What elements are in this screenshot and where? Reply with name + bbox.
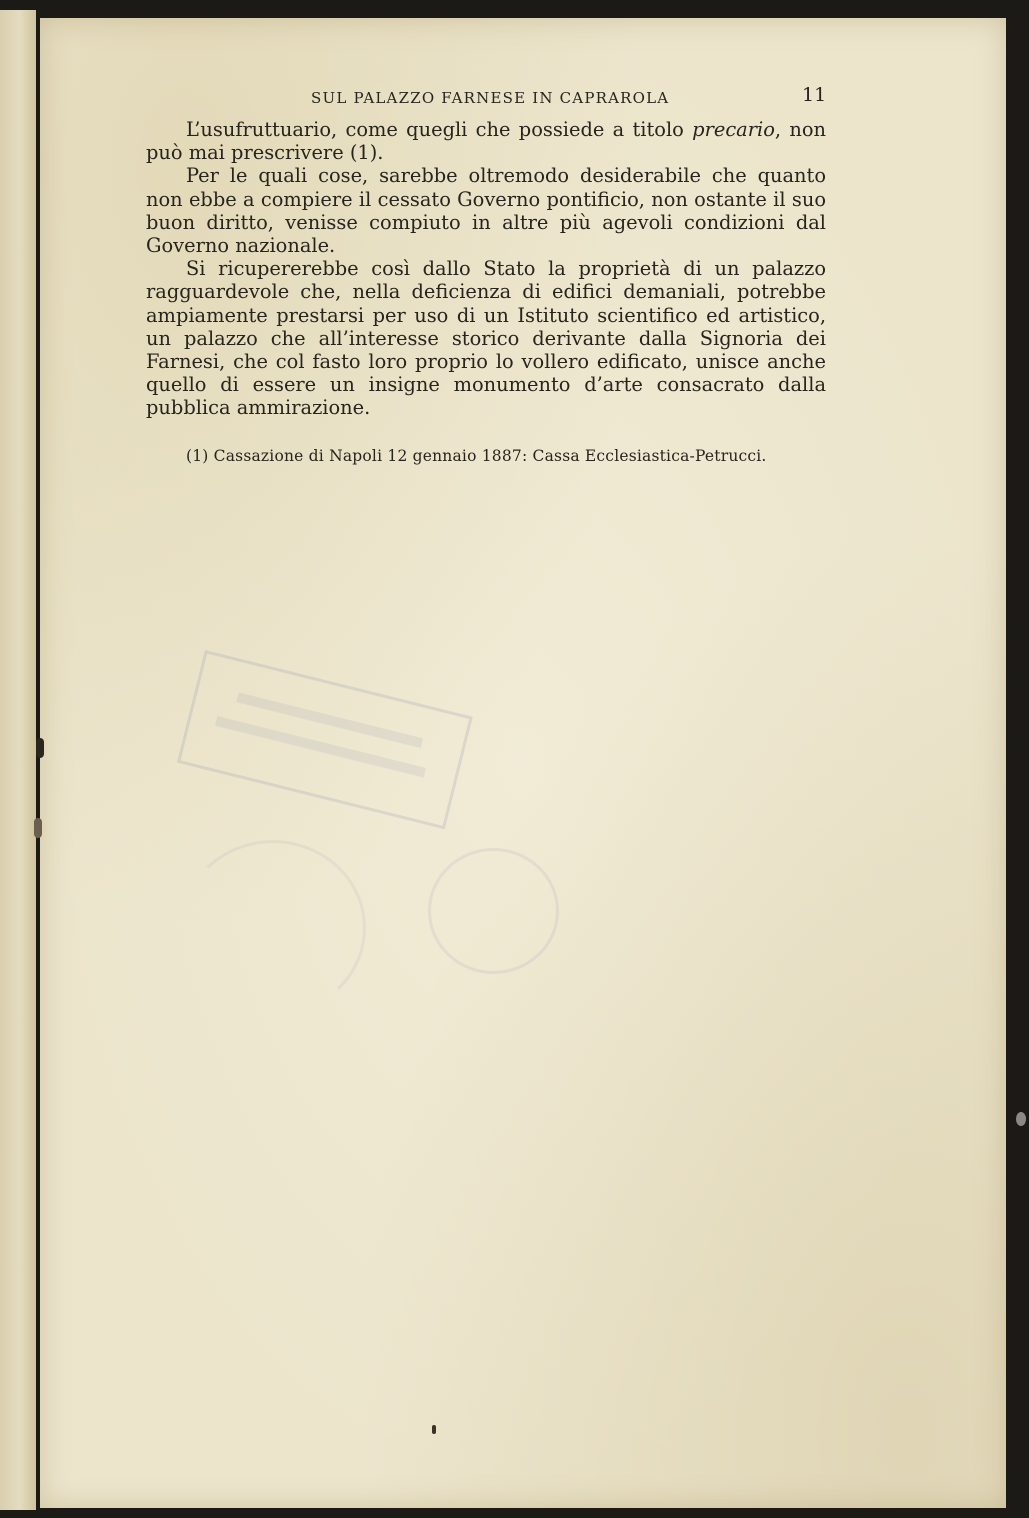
binding-mark — [34, 818, 42, 838]
running-head: SUL PALAZZO FARNESE IN CAPRAROLA — [311, 89, 670, 107]
paragraph-1-before: L’usufruttuario, come quegli che possiede a titolo — [186, 118, 693, 141]
stamp-line — [236, 692, 423, 748]
body-text — [146, 118, 826, 420]
paragraph-1-italic: precario — [692, 118, 775, 141]
binding-mark — [36, 738, 44, 758]
paragraph-1-after: , non può mai prescrivere (1). — [146, 118, 827, 165]
library-stamp-faint — [180, 840, 366, 1016]
page-number: 11 — [802, 84, 827, 106]
footnote: (1) Cassazione di Napoli 12 gennaio 1887: Cassa Ecclesiastica-Petrucci. — [186, 447, 767, 465]
previous-page-edge — [0, 10, 36, 1510]
paragraph-2: Per le quali cose, sarebbe oltremodo desiderabile che quanto non ebbe a compiere il cessato Governo pontificio, non ostante il suo buon diritto, venisse compiuto in altre più agevoli condizioni dal Governo nazionale. — [146, 164, 826, 258]
scanner-marker — [1016, 1112, 1026, 1126]
paragraph-3: Si ricupererebbe così dallo Stato la proprietà di un palazzo ragguardevole che, nella deficienza di edifici demaniali, potrebbe ampiamente prestarsi per uso di un Istituto scientifico ed artistico, un palazzo che all’interesse storico derivante dalla Signoria dei Farnesi, che col fasto loro proprio lo vollero edificato, unisce anche quello di essere un insigne monumento d’arte consacrato dalla pubblica ammirazione. — [146, 257, 826, 420]
stamp-line — [215, 716, 426, 778]
library-stamp-round — [428, 848, 559, 974]
ink-speck — [432, 1425, 436, 1434]
paragraph-1 — [146, 118, 826, 164]
